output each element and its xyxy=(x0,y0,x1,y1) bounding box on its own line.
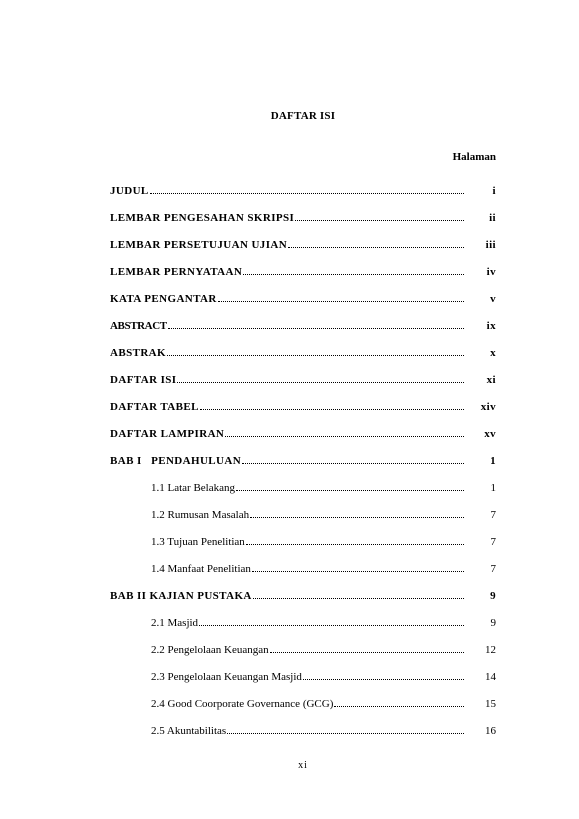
toc-entry xyxy=(110,251,496,278)
toc-entry xyxy=(110,494,496,521)
dot-leader xyxy=(199,624,464,626)
toc-entry xyxy=(110,305,496,332)
toc-entry-label: 2.5 Akuntabilitas xyxy=(151,725,227,737)
dot-leader xyxy=(177,381,464,383)
toc-entry-page: 1 xyxy=(490,455,496,467)
toc-entry-label: 1.4 Manfaat Penelitian xyxy=(151,563,251,575)
dot-leader xyxy=(243,273,464,275)
dot-leader xyxy=(250,516,464,518)
toc-entry-page: 9 xyxy=(490,617,496,629)
toc-entry xyxy=(110,575,496,602)
table-of-contents xyxy=(110,170,496,737)
page-column-header: Halaman xyxy=(452,151,496,163)
dot-leader xyxy=(150,192,464,194)
toc-entry-page: 1 xyxy=(490,482,496,494)
toc-entry-label: 1.2 Rumusan Masalah xyxy=(151,509,250,521)
toc-entry xyxy=(110,170,496,197)
dot-leader xyxy=(218,300,464,302)
toc-entry-page: 9 xyxy=(490,590,496,602)
toc-entry-page: xi xyxy=(486,374,496,386)
toc-entry-label: 2.2 Pengelolaan Keuangan xyxy=(151,644,269,656)
toc-entry xyxy=(110,413,496,440)
toc-entry xyxy=(110,332,496,359)
toc-entry xyxy=(110,710,496,737)
toc-entry-label: 2.3 Pengelolaan Keuangan Masjid xyxy=(151,671,302,683)
toc-entry-page: ii xyxy=(489,212,496,224)
toc-entry xyxy=(110,683,496,710)
toc-entry-page: 15 xyxy=(485,698,496,710)
toc-entry xyxy=(110,440,496,467)
dot-leader xyxy=(167,354,464,356)
toc-entry xyxy=(110,197,496,224)
dot-leader xyxy=(295,219,464,221)
dot-leader xyxy=(288,246,464,248)
dot-leader xyxy=(253,597,464,599)
toc-entry xyxy=(110,467,496,494)
toc-entry xyxy=(110,224,496,251)
dot-leader xyxy=(242,462,464,464)
toc-entry-label: 1.3 Tujuan Penelitian xyxy=(151,536,245,548)
toc-entry-page: 7 xyxy=(490,563,496,575)
toc-entry-page: xv xyxy=(484,428,496,440)
toc-entry-page: 12 xyxy=(485,644,496,656)
toc-entry-label: LEMBAR PERSETUJUAN UJIAN xyxy=(110,239,288,251)
dot-leader xyxy=(168,327,464,329)
toc-entry xyxy=(110,602,496,629)
dot-leader xyxy=(236,489,464,491)
toc-entry-page: 14 xyxy=(485,671,496,683)
dot-leader xyxy=(252,570,464,572)
toc-entry xyxy=(110,278,496,305)
toc-entry-label: DAFTAR TABEL xyxy=(110,401,199,413)
toc-entry xyxy=(110,656,496,683)
toc-entry-page: iv xyxy=(486,266,496,278)
toc-entry xyxy=(110,548,496,575)
toc-entry-label: 2.1 Masjid xyxy=(151,617,199,629)
toc-entry-page: x xyxy=(490,347,496,359)
toc-entry xyxy=(110,521,496,548)
toc-entry-page: v xyxy=(490,293,496,305)
toc-entry xyxy=(110,629,496,656)
dot-leader xyxy=(246,543,464,545)
toc-entry-page: 7 xyxy=(490,536,496,548)
toc-entry-page: ix xyxy=(486,320,496,332)
toc-entry-label: JUDUL xyxy=(110,185,149,197)
toc-entry-page: iii xyxy=(485,239,496,251)
toc-entry-label: 2.4 Good Coorporate Governance (GCG) xyxy=(151,698,334,710)
toc-title: DAFTAR ISI xyxy=(270,110,336,122)
toc-entry-label: ABSTRAK xyxy=(110,347,166,359)
toc-entry xyxy=(110,359,496,386)
toc-entry-label: 1.1 Latar Belakang xyxy=(151,482,235,494)
toc-entry-page: 7 xyxy=(490,509,496,521)
dot-leader xyxy=(303,678,464,680)
toc-entry-label: LEMBAR PENGESAHAN SKRIPSI xyxy=(110,212,295,224)
toc-entry-label: LEMBAR PERNYATAAN xyxy=(110,266,243,278)
toc-entry-label: BAB II KAJIAN PUSTAKA xyxy=(110,590,252,602)
footer-page-number: xi xyxy=(298,760,308,771)
toc-entry-page: xiv xyxy=(480,401,496,413)
toc-entry-label: BAB I PENDAHULUAN xyxy=(110,455,242,467)
toc-entry-page: i xyxy=(492,185,496,197)
toc-entry-page: 16 xyxy=(485,725,496,737)
toc-entry-label: DAFTAR LAMPIRAN xyxy=(110,428,225,440)
toc-entry-label: ABSTRACT xyxy=(110,320,167,332)
toc-entry-label: DAFTAR ISI xyxy=(110,374,177,386)
dot-leader xyxy=(334,705,464,707)
dot-leader xyxy=(227,732,464,734)
toc-entry xyxy=(110,386,496,413)
dot-leader xyxy=(200,408,464,410)
dot-leader xyxy=(270,651,464,653)
dot-leader xyxy=(225,435,464,437)
toc-entry-label: KATA PENGANTAR xyxy=(110,293,217,305)
